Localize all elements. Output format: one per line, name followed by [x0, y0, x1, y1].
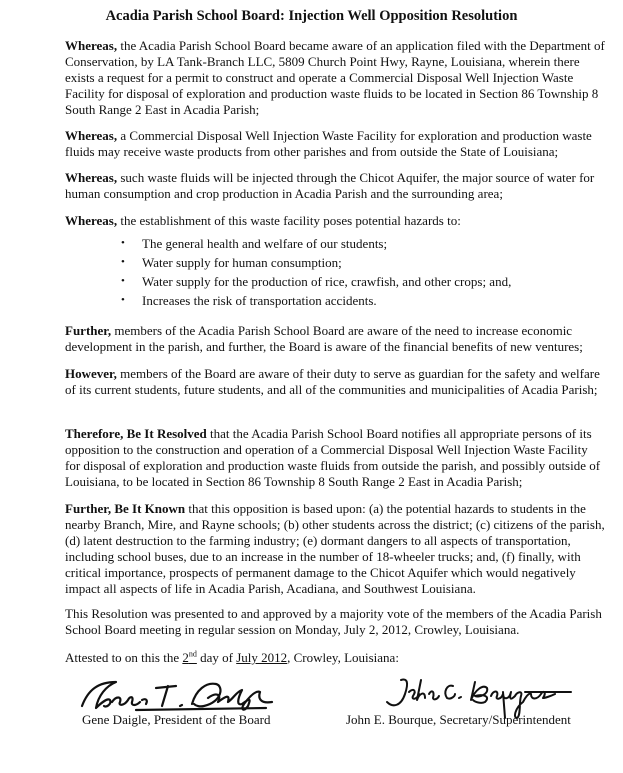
attest-month-year: July 2012: [236, 650, 288, 665]
paragraph-text: This Resolution was presented to and approved by a majority vote of the members of the Acadia Parish School Board meeting in regular session on Monday, July 2, 2012, Crowley, Louisiana.: [65, 606, 602, 637]
list-item-text: Water supply for human consumption;: [142, 255, 342, 270]
list-item: [120, 291, 590, 310]
bullet-icon: •: [121, 256, 125, 268]
list-item-text: Increases the risk of transportation accidents.: [142, 293, 377, 308]
paragraph-text: that this opposition is based upon: (a) the potential hazards to students in the nearby Branch, Mire, and Rayne schools; (b) other students across the district; (c) citizens of the parish, (d) latent destruction to the farming industry; (e) dormant dangers to all aspects of transportation, including school buses, due to an increase in the number of 18-wheeler trucks; and, (f) finally, with critical importance, prospects of permanent damage to the Chicot Aquifer which would negatively impact all aspects of life in Acadia Parish, Acadiana, and Southwest Louisiana.: [65, 501, 605, 596]
paragraph-text: the establishment of this waste facility poses potential hazards to:: [117, 213, 461, 228]
attestation-line: [65, 650, 605, 666]
paragraph-lead: Whereas,: [65, 213, 118, 228]
paragraph-text: the Acadia Parish School Board became aware of an application filed with the Department of Conservation, by LA Tank-Branch LLC, 5809 Church Point Hwy, Rayne, Louisiana, wherein there exists a request for a permit to construct and operate a Commercial Disposal Well Injection Waste Facility for disposal of exploration and production waste fluids to be located in Section 86 Township 8 South Range 2 East in Acadia Parish;: [65, 38, 605, 117]
whereas-paragraph-4: [65, 213, 605, 229]
paragraph-lead: Therefore, Be It Resolved: [65, 426, 207, 441]
whereas-paragraph-3: [65, 170, 605, 202]
superintendent-printed-name: John E. Bourque, Secretary/Superintendent: [346, 712, 571, 727]
paragraph-lead: Further, Be It Known: [65, 501, 186, 516]
president-printed-name: Gene Daigle, President of the Board: [82, 712, 271, 727]
paragraph-lead: Whereas,: [65, 170, 118, 185]
however-paragraph: [65, 366, 605, 398]
president-signature: [76, 676, 276, 714]
attest-suffix: , Crowley, Louisiana:: [287, 650, 399, 665]
whereas-paragraph-2: [65, 128, 605, 160]
paragraph-text: that the Acadia Parish School Board notifies all appropriate persons of its opposition to the construction and operation of a Commercial Disposal Well Injection Waste Facility for disposal of exploration and production waste fluids from outside the parish, and possibly outside of Louisiana, to be located in Section 86 Township 8 South Range 2 East in Acadia Parish;: [65, 426, 601, 489]
list-item: [120, 234, 590, 253]
resolved-paragraph: [65, 426, 605, 490]
paragraph-text: members of the Acadia Parish School Board are aware of the need to increase economic development in the parish, and further, the Board is aware of the financial benefits of new ventures;: [65, 323, 583, 354]
bullet-icon: •: [121, 275, 125, 287]
paragraph-lead: Further,: [65, 323, 112, 338]
bullet-icon: •: [121, 237, 125, 249]
paragraph-text: members of the Board are aware of their duty to serve as guardian for the safety and welfare of its current students, future students, and all of the communities and municipalities of Acadia Parish;: [65, 366, 600, 397]
paragraph-text: a Commercial Disposal Well Injection Waste Facility for exploration and production waste fluids may receive waste products from other parishes and from outside the State of Louisiana;: [65, 128, 592, 159]
attest-middle: day of: [196, 650, 237, 665]
paragraph-lead: Whereas,: [65, 128, 118, 143]
attest-day: 2nd: [182, 649, 197, 665]
hazards-list: [120, 234, 590, 310]
handwritten-signature-icon: [76, 676, 276, 714]
list-item-text: Water supply for the production of rice, crawfish, and other crops; and,: [142, 274, 512, 289]
paragraph-lead: However,: [65, 366, 117, 381]
list-item: [120, 253, 590, 272]
approval-paragraph: [65, 606, 605, 638]
further-paragraph: [65, 323, 605, 355]
attest-day-suffix: nd: [188, 649, 197, 659]
list-item-text: The general health and welfare of our students;: [142, 236, 388, 251]
whereas-paragraph-1: [65, 38, 605, 118]
bullet-icon: •: [121, 294, 125, 306]
attest-prefix: Attested to on this the: [65, 650, 183, 665]
document-title: Acadia Parish School Board: Injection Well Opposition Resolution: [105, 8, 518, 24]
list-item: [120, 272, 590, 291]
paragraph-text: such waste fluids will be injected through the Chicot Aquifer, the major source of water for human consumption and crop production in Acadia Parish and the surrounding area;: [65, 170, 595, 201]
be-it-known-paragraph: [65, 501, 605, 596]
paragraph-lead: Whereas,: [65, 38, 118, 53]
